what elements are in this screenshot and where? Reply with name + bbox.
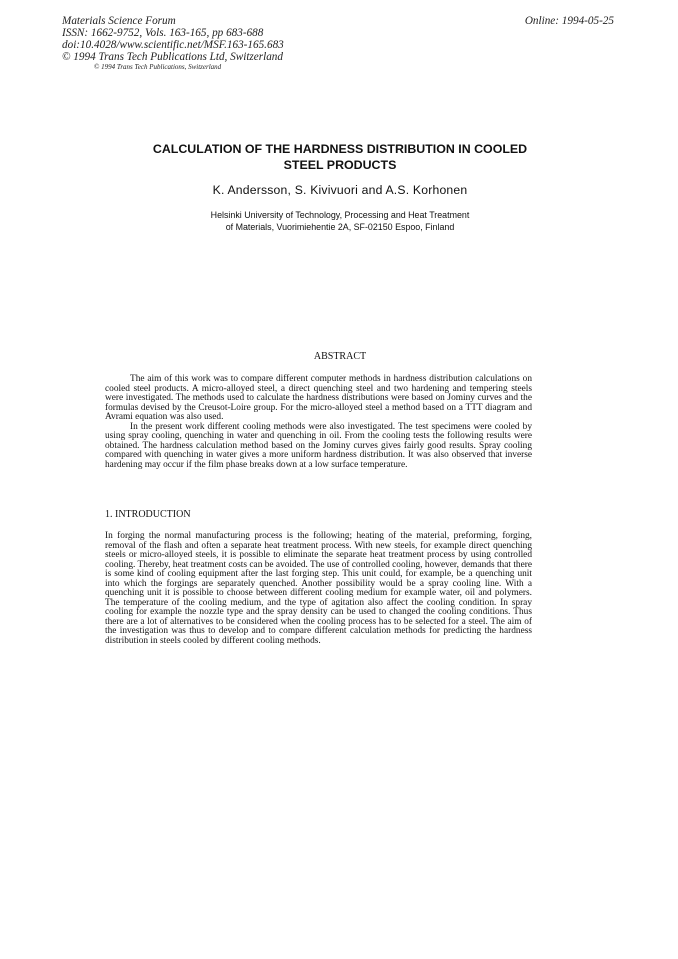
title-line-2: STEEL PRODUCTS [283,157,397,172]
abstract-paragraph-1: The aim of this work was to compare different computer methods in hardness distribution calculations on cooled steel products. A micro-alloyed steel, a direct quenching steel and two hardening and tempering steels were investigated. The methods used to calculate the hardness distributions were based on Jominy curves and the formulas devised by the Creusot-Loire group. For the micro-alloyed steel a method based on a TTT diagram and Avrami equation was also used. [105,374,532,422]
introduction-paragraph: In forging the normal manufacturing process is the following; heating of the material, preforming, forging, removal of the flash and often a separate heat treatment process. With new steels, for example direct quenching steels or micro-alloyed steels, it is possible to eliminate the separate heat treatment process by using controlled cooling. Thereby, heat treatment costs can be avoided. The use of controlled cooling, however, demands that there is some kind of cooling equipment after the last forging step. This unit could, for example, be a quenching unit into which the forgings are separately quenched. Another possibility would be a spray cooling line. With a quenching unit it is possible to choose between different cooling medium for example water, oil and polymers. The temperature of the cooling medium, and the type of agitation also affect the cooling condition. In spray cooling for example the nozzle type and the spray density can be used to changed the cooling conditions. Thus there are a lot of alternatives to be considered when the cooling process has to be selected for a steel. The aim of the investigation was thus to develop and to compare different calculation methods for predicting the hardness distribution in steels cooled by different cooling methods. [105,531,532,646]
introduction-heading: 1. INTRODUCTION [105,509,191,520]
affiliation [150,209,530,233]
affiliation-line-2: of Materials, Vuorimiehentie 2A, SF-02150 Espoo, Finland [225,222,455,232]
introduction-body [105,532,532,646]
affiliation-line-1: Helsinki University of Technology, Processing and Heat Treatment [210,210,470,220]
copyright-small-line: © 1994 Trans Tech Publications, Switzerland [94,63,222,71]
online-date: Online: 1994-05-25 [524,15,614,27]
publication-meta [62,15,284,72]
doi-line: doi:10.4028/www.scientific.net/MSF.163-165.683 [62,39,284,51]
paper-title [90,142,590,173]
copyright-line: © 1994 Trans Tech Publications Ltd, Switzerland [62,51,283,63]
authors: K. Andersson, S. Kivivuori and A.S. Korhonen [212,183,468,197]
title-line-1: CALCULATION OF THE HARDNESS DISTRIBUTION IN COOLED [152,142,528,156]
abstract-heading: ABSTRACT [313,351,367,362]
abstract-body [105,375,532,470]
issn-line: ISSN: 1662-9752, Vols. 163-165, pp 683-688 [62,27,264,39]
abstract-paragraph-2: In the present work different cooling methods were also investigated. The test specimens were cooled by using spray cooling, quenching in water and quenching in oil. From the cooling tests the following results were obtained. The hardness calculation method based on the Jominy curves gives fairly good results. Spray cooling compared with quenching in water gives a more uniform hardness distribution. It was also observed that inverse hardening may occur if the film phase breaks down at a low surface temperature. [105,421,532,470]
journal-name: Materials Science Forum [62,15,176,27]
